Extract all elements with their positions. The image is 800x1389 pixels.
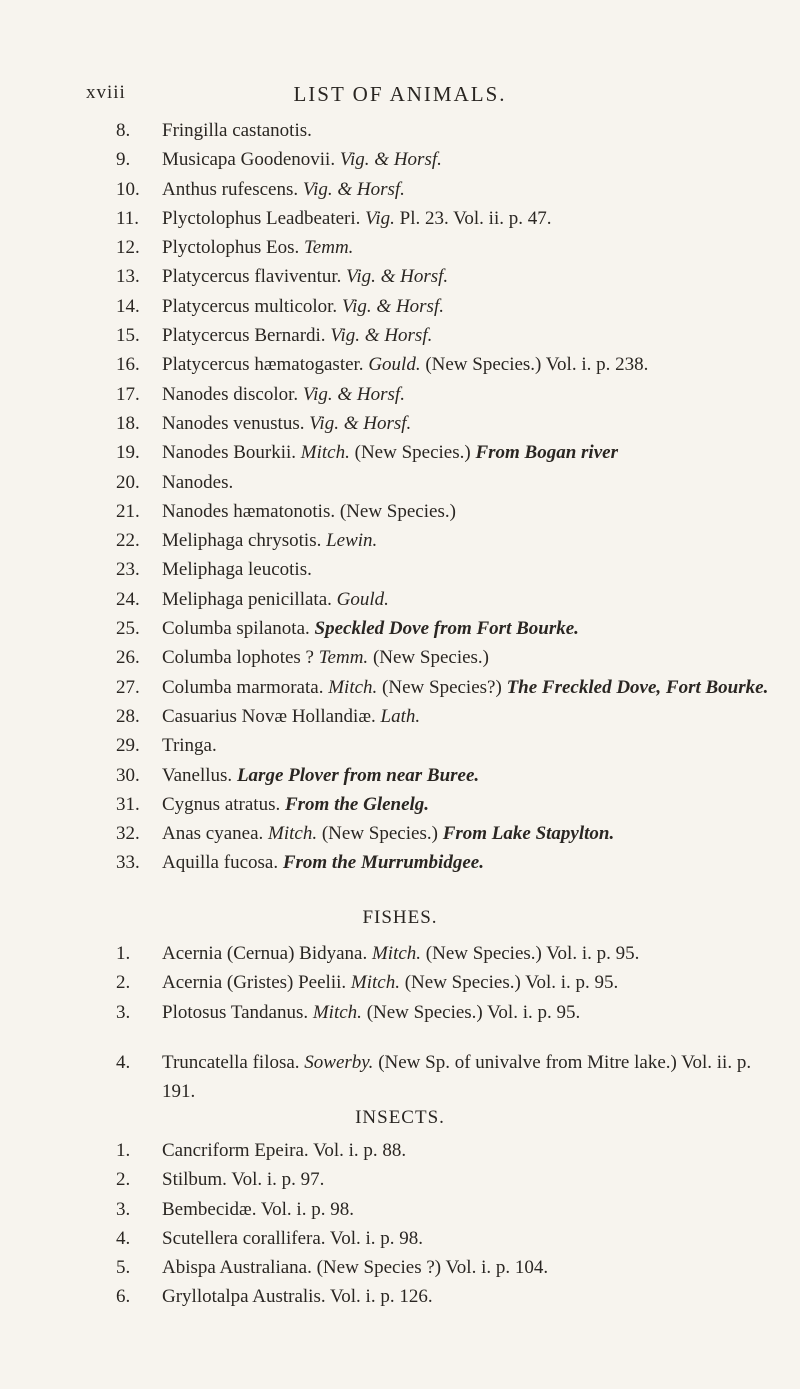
list-item <box>0 438 800 467</box>
item-number: 5. <box>116 1257 131 1279</box>
list-item <box>0 848 800 877</box>
item-name: Nanodes venustus. <box>162 412 305 434</box>
item-number: 22. <box>116 530 140 552</box>
item-authority: Mitch. <box>268 823 318 845</box>
item-name: Cancriform Epeira. Vol. i. p. 88. <box>162 1140 407 1161</box>
item-name: Platycercus multicolor. <box>162 295 338 317</box>
list-item <box>0 145 800 174</box>
item-name: Meliphaga chrysotis. <box>162 530 322 552</box>
item-number: 2. <box>116 1169 131 1191</box>
item-number: 21. <box>116 500 140 522</box>
item-number: 14. <box>116 295 140 317</box>
list-item <box>0 731 800 760</box>
list-item <box>0 116 800 145</box>
item-note: Large Plover from near Buree. <box>236 764 480 786</box>
list-item <box>0 790 800 819</box>
item-details: (New Species.) Vol. i. p. 238. <box>425 354 649 376</box>
item-number: 29. <box>116 735 140 757</box>
item-note: Speckled Dove from Fort Bourke. <box>314 618 579 640</box>
item-number: 3. <box>116 1198 131 1220</box>
item-details: (New Species.) <box>354 442 471 464</box>
item-note: From Lake Stapylton. <box>442 823 615 845</box>
item-details: (New Species.) Vol. i. p. 95. <box>404 972 619 994</box>
item-authority: Lewin. <box>326 530 378 552</box>
list-item <box>0 1195 800 1224</box>
item-number: 19. <box>116 442 140 464</box>
item-name: Tringa. <box>162 735 217 757</box>
list-item <box>0 643 800 672</box>
list-item <box>0 292 800 321</box>
item-number: 28. <box>116 705 140 727</box>
list-item <box>0 968 800 997</box>
insects-list <box>0 1136 800 1312</box>
item-name: Columba spilanota. <box>162 618 310 640</box>
item-number: 20. <box>116 471 140 493</box>
item-details: (New Species?) <box>382 676 502 698</box>
item-name: Acernia (Gristes) Peelii. <box>162 972 347 994</box>
item-number: 24. <box>116 588 140 610</box>
item-details: (New Sp. of univalve from Mitre lake.) Vol. ii. p. 191. <box>162 1052 752 1103</box>
item-number: 33. <box>116 852 140 874</box>
item-authority: Mitch. <box>371 943 422 964</box>
item-name: Abispa Australiana. (New Species ?) Vol. i. p. 104. <box>162 1257 549 1279</box>
item-authority: Mitch. <box>300 442 350 464</box>
item-name: Columba marmorata. <box>162 676 324 698</box>
item-details: (New Species.) <box>372 647 490 669</box>
item-authority: Mitch. <box>312 1001 362 1023</box>
list-item <box>0 262 800 291</box>
item-number: 10. <box>116 178 140 200</box>
item-number: 3. <box>116 1001 131 1023</box>
item-name: Plyctolophus Leadbeateri. <box>162 207 361 229</box>
item-authority: Mitch. <box>328 676 378 698</box>
list-item <box>0 1224 800 1253</box>
page-title: LIST OF ANIMALS. <box>293 82 507 106</box>
item-name: Gryllotalpa Australis. Vol. i. p. 126. <box>162 1286 433 1308</box>
item-name: Nanodes Bourkii. <box>162 442 297 464</box>
item-details: Pl. 23. Vol. ii. p. 47. <box>399 207 552 229</box>
list-item <box>0 350 800 379</box>
list-item <box>0 1165 800 1194</box>
item-number: 12. <box>116 237 140 259</box>
list-item <box>0 761 800 790</box>
page-number: xviii <box>86 82 126 103</box>
item-number: 1. <box>116 1140 131 1161</box>
list-item <box>0 204 800 233</box>
birds-list <box>0 116 800 878</box>
item-name: Anthus rufescens. <box>162 178 299 200</box>
list-item <box>0 585 800 614</box>
item-name: Plotosus Tandanus. <box>162 1001 309 1023</box>
item-number: 27. <box>116 676 140 698</box>
list-item <box>0 998 800 1027</box>
item-note: The Freckled Dove, Fort Bourke. <box>506 676 769 698</box>
item-name: Vanellus. <box>162 764 233 786</box>
item-name: Cygnus atratus. <box>162 793 281 815</box>
list-item <box>0 380 800 409</box>
item-name: Nanodes discolor. <box>162 383 299 405</box>
list-item <box>0 555 800 584</box>
item-number: 6. <box>116 1286 131 1308</box>
item-name: Columba lophotes ? <box>162 647 314 669</box>
item-number: 32. <box>116 823 140 845</box>
item-number: 31. <box>116 793 140 815</box>
item-number: 13. <box>116 266 140 288</box>
shell-list <box>0 1048 800 1107</box>
item-authority: Vig. <box>365 207 395 229</box>
item-name: Platycercus hæmatogaster. <box>162 354 364 376</box>
item-number: 25. <box>116 618 140 640</box>
item-name: Meliphaga penicillata. <box>162 588 332 610</box>
item-name: Bembecidæ. Vol. i. p. 98. <box>162 1198 354 1220</box>
item-name: Meliphaga leucotis. <box>162 559 312 581</box>
list-item <box>0 939 800 968</box>
item-number: 30. <box>116 764 140 786</box>
item-name: Nanodes hæmatonotis. <box>162 500 336 522</box>
fishes-heading: FISHES. <box>362 907 438 928</box>
item-name: Fringilla castanotis. <box>162 120 312 141</box>
list-item <box>0 175 800 204</box>
item-authority: Vig. & Horsf. <box>339 149 442 171</box>
item-name: Musicapa Goodenovii. <box>162 149 336 171</box>
item-number: 4. <box>116 1052 131 1073</box>
page-header <box>0 82 800 110</box>
list-item <box>0 526 800 555</box>
item-note: From the Glenelg. <box>284 793 430 815</box>
item-number: 23. <box>116 559 140 581</box>
item-authority: Mitch. <box>350 972 400 994</box>
item-details: (New Species.) Vol. i. p. 95. <box>366 1001 581 1023</box>
item-number: 16. <box>116 354 140 376</box>
fishes-list <box>0 939 800 1027</box>
item-details: (New Species.) <box>321 823 438 845</box>
item-name: Aquilla fucosa. <box>162 852 279 874</box>
item-number: 8. <box>116 120 131 141</box>
item-authority: Vig. & Horsf. <box>302 178 405 200</box>
item-name: Stilbum. Vol. i. p. 97. <box>162 1169 325 1191</box>
item-name: Anas cyanea. <box>162 823 264 845</box>
list-item <box>0 819 800 848</box>
item-name: Casuarius Novæ Hollandiæ. <box>162 705 376 727</box>
item-details: (New Species.) Vol. i. p. 95. <box>425 943 640 964</box>
item-name: Truncatella filosa. <box>162 1052 300 1073</box>
item-number: 17. <box>116 383 140 405</box>
item-authority: Vig. & Horsf. <box>302 383 405 405</box>
item-authority: Gould. <box>336 588 389 610</box>
item-number: 26. <box>116 647 140 669</box>
item-authority: Temm. <box>318 647 369 669</box>
list-item <box>0 233 800 262</box>
item-number: 15. <box>116 325 140 347</box>
item-name: Platycercus flaviventur. <box>162 266 342 288</box>
item-details: (New Species.) <box>339 500 456 522</box>
insects-heading: INSECTS. <box>355 1107 445 1128</box>
item-number: 2. <box>116 972 131 994</box>
item-number: 11. <box>116 207 140 229</box>
list-item <box>0 1048 800 1107</box>
item-number: 4. <box>116 1227 131 1249</box>
item-authority: Vig. & Horsf. <box>330 325 433 347</box>
item-authority: Sowerby. <box>304 1052 374 1073</box>
item-number: 9. <box>116 149 131 171</box>
list-item <box>0 614 800 643</box>
item-name: Acernia (Cernua) Bidyana. <box>162 943 368 964</box>
list-item <box>0 321 800 350</box>
list-item <box>0 1136 800 1165</box>
item-authority: Vig. & Horsf. <box>309 412 412 434</box>
list-item <box>0 702 800 731</box>
item-authority: Lath. <box>380 705 421 727</box>
list-item <box>0 673 800 702</box>
item-name: Platycercus Bernardi. <box>162 325 326 347</box>
item-authority: Gould. <box>368 354 421 376</box>
item-note: From the Murrumbidgee. <box>282 852 484 874</box>
item-name: Nanodes. <box>162 471 234 493</box>
list-item <box>0 1282 800 1311</box>
list-item <box>0 468 800 497</box>
item-authority: Vig. & Horsf. <box>346 266 449 288</box>
list-item <box>0 1253 800 1282</box>
list-item <box>0 497 800 526</box>
item-name: Plyctolophus Eos. <box>162 237 300 259</box>
list-item <box>0 409 800 438</box>
item-number: 1. <box>116 943 131 964</box>
item-authority: Vig. & Horsf. <box>341 295 444 317</box>
item-name: Scutellera corallifera. Vol. i. p. 98. <box>162 1227 423 1249</box>
item-number: 18. <box>116 412 140 434</box>
item-authority: Temm. <box>303 237 354 259</box>
item-note: From Bogan river <box>475 442 618 464</box>
